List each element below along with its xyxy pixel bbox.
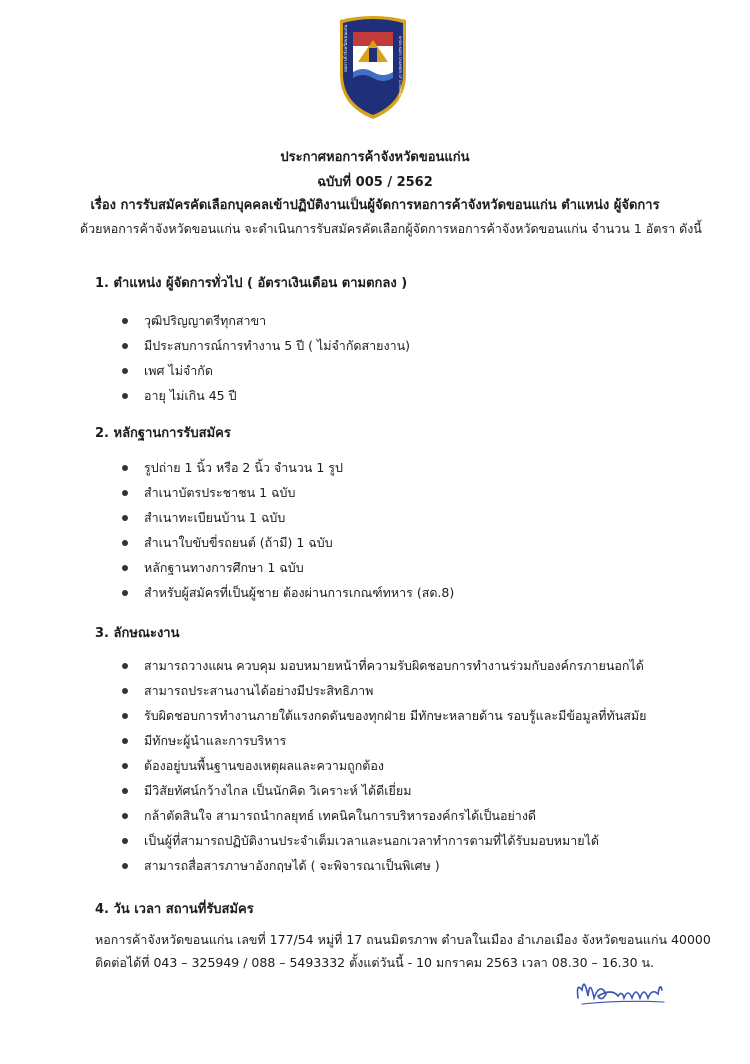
list-item: รับผิดชอบการทำงานภายใต้แรงกดดันของทุกฝ่าย มีทักษะหลายด้าน รอบรู้และมีข้อมูลที่ทันสมัย	[120, 703, 646, 728]
bullet-icon	[122, 318, 128, 324]
logo-arc-text-right: KHON KAEN CHAMBER OF COMMERCE	[398, 36, 402, 99]
list-item: ต้องอยู่บนพื้นฐานของเหตุผลและความถูกต้อง	[120, 753, 646, 778]
list-item: อายุ ไม่เกิน 45 ปี	[120, 383, 410, 408]
bullet-icon	[122, 688, 128, 694]
bullet-icon	[122, 343, 128, 349]
section-3-title: 3. ลักษณะงาน	[95, 626, 180, 641]
list-item: สามารถสื่อสารภาษาอังกฤษได้ ( จะพิจารณาเป็นพิเศษ )	[120, 853, 646, 878]
list-item: สามารถวางแผน ควบคุม มอบหมายหน้าที่ความรับผิดชอบการทำงานร่วมกับองค์กรภายนอกได้	[120, 653, 646, 678]
list-item: สำเนาทะเบียนบ้าน 1 ฉบับ	[120, 505, 454, 530]
bullet-icon	[122, 393, 128, 399]
bullet-icon	[122, 368, 128, 374]
list-item: วุฒิปริญญาตรีทุกสาขา	[120, 308, 410, 333]
bullet-icon	[122, 490, 128, 496]
section-4-title: 4. วัน เวลา สถานที่รับสมัคร	[95, 902, 254, 917]
section-2-title: 2. หลักฐานการรับสมัคร	[95, 426, 231, 441]
intro-paragraph: ด้วยหอการค้าจังหวัดขอนแก่น จะดำเนินการรับสมัครคัดเลือกผู้จัดการหอการค้าจังหวัดขอนแก่น จำนวน 1 อัตรา ดังนี้	[80, 221, 702, 236]
bullet-icon	[122, 565, 128, 571]
signature	[572, 968, 672, 1012]
list-item: มีประสบการณ์การทำงาน 5 ปี ( ไม่จำกัดสายงาน)	[120, 333, 410, 358]
bullet-icon	[122, 713, 128, 719]
bullet-icon	[122, 788, 128, 794]
bullet-icon	[122, 863, 128, 869]
section-1-list	[120, 308, 410, 408]
chamber-logo	[336, 14, 410, 120]
list-item: สำหรับผู้สมัครที่เป็นผู้ชาย ต้องผ่านการเกณฑ์ทหาร (สด.8)	[120, 580, 454, 605]
section-1-title: 1. ตำแหน่ง ผู้จัดการทั่วไป ( อัตราเงินเดือน ตามตกลง )	[95, 276, 408, 291]
bullet-icon	[122, 515, 128, 521]
list-item: เป็นผู้ที่สามารถปฏิบัติงานประจำเต็มเวลาและนอกเวลาทำการตามที่ได้รับมอบหมายได้	[120, 828, 646, 853]
list-item: กล้าตัดสินใจ สามารถนำกลยุทธ์ เทคนิคในการบริหารองค์กรได้เป็นอย่างดี	[120, 803, 646, 828]
bullet-icon	[122, 540, 128, 546]
list-item: มีวิสัยทัศน์กว้างไกล เป็นนักคิด วิเคราะห์ ได้ดีเยี่ยม	[120, 778, 646, 803]
section-3-list	[120, 653, 646, 878]
bullet-icon	[122, 838, 128, 844]
bullet-icon	[122, 663, 128, 669]
bullet-icon	[122, 590, 128, 596]
list-item: หลักฐานทางการศึกษา 1 ฉบับ	[120, 555, 454, 580]
bullet-icon	[122, 763, 128, 769]
announcement-title: ประกาศหอการค้าจังหวัดขอนแก่น	[280, 150, 470, 165]
bullet-icon	[122, 738, 128, 744]
bullet-icon	[122, 813, 128, 819]
subject-line: เรื่อง การรับสมัครคัดเลือกบุคคลเข้าปฏิบัติงานเป็นผู้จัดการหอการค้าจังหวัดขอนแก่น ตำแหน่ง ผู้จัดการ	[90, 198, 660, 213]
address-line: หอการค้าจังหวัดขอนแก่น เลขที่ 177/54 หมู่ที่ 17 ถนนมิตรภาพ ตำบลในเมือง อำเภอเมือง จังหวัดขอนแก่น 40000	[95, 932, 711, 947]
issue-number: ฉบับที่ 005 / 2562	[317, 175, 433, 190]
list-item: รูปถ่าย 1 นิ้ว หรือ 2 นิ้ว จำนวน 1 รูป	[120, 455, 454, 480]
list-item: สามารถประสานงานได้อย่างมีประสิทธิภาพ	[120, 678, 646, 703]
list-item: สำเนาใบขับขี่รถยนต์ (ถ้ามี) 1 ฉบับ	[120, 530, 454, 555]
logo-arc-text-left: หอการค้าจังหวัดขอนแก่น	[344, 24, 349, 72]
list-item: เพศ ไม่จำกัด	[120, 358, 410, 383]
list-item: มีทักษะผู้นำและการบริหาร	[120, 728, 646, 753]
bullet-icon	[122, 465, 128, 471]
contact-line: ติดต่อได้ที่ 043 – 325949 / 088 – 5493332 ตั้งแต่วันนี้ - 10 มกราคม 2563 เวลา 08.30 – 16.30 น.	[95, 955, 655, 970]
list-item: สำเนาบัตรประชาชน 1 ฉบับ	[120, 480, 454, 505]
section-2-list	[120, 455, 454, 605]
